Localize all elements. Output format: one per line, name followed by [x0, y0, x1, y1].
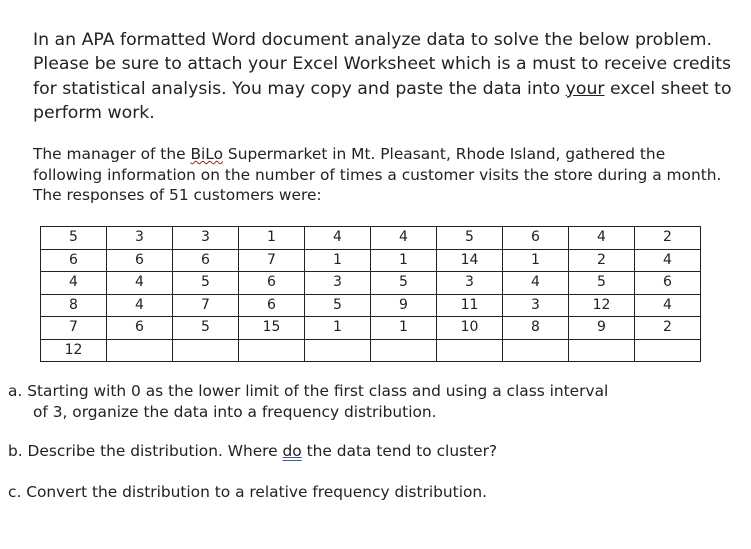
- table-row: [41, 227, 701, 250]
- table-cell: 12: [569, 294, 635, 317]
- table-cell: 1: [371, 249, 437, 272]
- table-row: [41, 339, 701, 362]
- instructions-text-2: excel sheet to perform work.: [33, 78, 732, 124]
- instructions-text-1: In an APA formatted Word document analyze data to solve the below problem. Please be sure to attach your Excel Worksheet which is a must to receive credits for statistical analysis. You may copy and paste the data into: [33, 30, 732, 99]
- problem-text-1: The manager of the: [33, 145, 191, 163]
- table-cell: 4: [107, 272, 173, 295]
- table-cell: [107, 339, 173, 362]
- table-cell: 10: [437, 317, 503, 340]
- question-a: [8, 381, 738, 422]
- question-a-line-2: of 3, organize the data into a frequency distribution.: [33, 402, 437, 421]
- table-cell: 7: [239, 249, 305, 272]
- table-cell: 3: [305, 272, 371, 295]
- table-cell: 5: [371, 272, 437, 295]
- table-row: [41, 317, 701, 340]
- table-cell: 4: [635, 294, 701, 317]
- table-cell: [371, 339, 437, 362]
- table-cell: 6: [41, 249, 107, 272]
- table-cell: 7: [173, 294, 239, 317]
- question-b-word: do: [282, 442, 302, 460]
- table-cell: [305, 339, 371, 362]
- table-cell: 1: [503, 249, 569, 272]
- table-cell: 8: [503, 317, 569, 340]
- problem-text-2: Supermarket in Mt. Pleasant, Rhode Island, gathered the following information on the number of times a customer visits the store during a month. The responses of 51 customers were:: [33, 145, 722, 204]
- instructions-paragraph: [33, 28, 733, 126]
- table-cell: 1: [305, 249, 371, 272]
- table-cell: [173, 339, 239, 362]
- table-cell: [503, 339, 569, 362]
- table-cell: 9: [569, 317, 635, 340]
- table-cell: 5: [437, 227, 503, 250]
- table-cell: 11: [437, 294, 503, 317]
- table-cell: 6: [239, 272, 305, 295]
- question-b: [8, 441, 738, 462]
- table-cell: 5: [305, 294, 371, 317]
- table-cell: [635, 339, 701, 362]
- table-cell: 3: [173, 227, 239, 250]
- table-cell: [437, 339, 503, 362]
- table-cell: 8: [41, 294, 107, 317]
- table-cell: 5: [41, 227, 107, 250]
- table-cell: 3: [503, 294, 569, 317]
- table-cell: 7: [41, 317, 107, 340]
- table-cell: 1: [239, 227, 305, 250]
- table-cell: 6: [239, 294, 305, 317]
- table-cell: [239, 339, 305, 362]
- table-cell: 1: [305, 317, 371, 340]
- question-b-text-2: the data tend to cluster?: [301, 442, 498, 460]
- table-cell: 4: [503, 272, 569, 295]
- table-cell: 6: [107, 249, 173, 272]
- table-cell: 6: [173, 249, 239, 272]
- table-cell: 15: [239, 317, 305, 340]
- table-cell: 4: [107, 294, 173, 317]
- problem-store-name: BiLo: [190, 145, 224, 163]
- table-cell: 4: [371, 227, 437, 250]
- table-cell: 4: [305, 227, 371, 250]
- table-cell: 1: [371, 317, 437, 340]
- table-cell: 3: [437, 272, 503, 295]
- table-cell: 14: [437, 249, 503, 272]
- table-cell: 4: [569, 227, 635, 250]
- table-cell: 4: [635, 249, 701, 272]
- instructions-underlined-word: your: [565, 78, 605, 99]
- table-cell: 5: [173, 317, 239, 340]
- table-cell: 5: [173, 272, 239, 295]
- table-cell: 5: [569, 272, 635, 295]
- table-cell: 2: [569, 249, 635, 272]
- table-cell: 6: [503, 227, 569, 250]
- table-cell: 4: [41, 272, 107, 295]
- question-c-text: c. Convert the distribution to a relative frequency distribution.: [8, 483, 488, 501]
- table-cell: 12: [41, 339, 107, 362]
- problem-statement: [33, 144, 733, 206]
- table-row: [41, 294, 701, 317]
- table-cell: 2: [635, 227, 701, 250]
- table-cell: 2: [635, 317, 701, 340]
- table-row: [41, 272, 701, 295]
- question-a-line-1: a. Starting with 0 as the lower limit of the first class and using a class interval: [8, 382, 609, 400]
- table-row: [41, 249, 701, 272]
- table-cell: 9: [371, 294, 437, 317]
- table-cell: [569, 339, 635, 362]
- table-cell: 6: [635, 272, 701, 295]
- customer-visits-table: [40, 226, 701, 362]
- question-c: [8, 482, 738, 503]
- table-cell: 3: [107, 227, 173, 250]
- question-b-text-1: b. Describe the distribution. Where: [8, 442, 283, 460]
- table-cell: 6: [107, 317, 173, 340]
